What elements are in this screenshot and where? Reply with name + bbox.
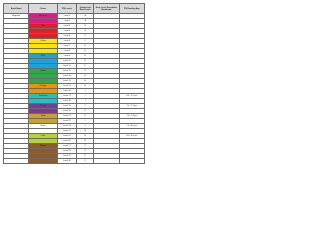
guided-level-cell: E bbox=[77, 59, 94, 64]
guided-level-cell: G bbox=[77, 69, 94, 74]
pm-level-cell: Level 13 bbox=[57, 74, 77, 79]
guided-level-cell: O bbox=[77, 149, 94, 154]
pm-level-cell: Level 16 bbox=[57, 89, 77, 94]
header-row bbox=[4, 4, 145, 14]
colour-cell: Gold bbox=[29, 114, 57, 119]
header-reading-age: PM Reading Age bbox=[119, 4, 144, 14]
guided-level-cell: B bbox=[77, 29, 94, 34]
header-colour: Colour bbox=[29, 4, 57, 14]
pm-level-cell: Level 23 bbox=[57, 124, 77, 129]
pm-level-cell: Level 18 bbox=[57, 99, 77, 104]
table-row bbox=[4, 159, 145, 164]
guided-level-cell: G bbox=[77, 74, 94, 79]
guided-level-cell: J bbox=[77, 104, 94, 109]
colour-cell: Magenta bbox=[29, 14, 57, 19]
pm-level-cell: Level 11 bbox=[57, 64, 77, 69]
pm-level-cell: Level 28 bbox=[57, 149, 77, 154]
colour-cell: White bbox=[29, 124, 57, 129]
book-band-table bbox=[3, 3, 145, 164]
guided-level-cell: B bbox=[77, 24, 94, 29]
pm-level-cell: Level 20 bbox=[57, 109, 77, 114]
guided-level-cell: L bbox=[77, 124, 94, 129]
pm-level-cell: Level 21 bbox=[57, 114, 77, 119]
guided-level-cell: P bbox=[77, 154, 94, 159]
pm-level-cell: Level 25 bbox=[57, 134, 77, 139]
pm-level-cell: Level 30 bbox=[57, 159, 77, 164]
header-book-band: Book Band bbox=[4, 4, 29, 14]
pm-level-cell: Level 14 bbox=[57, 79, 77, 84]
guided-level-cell: F bbox=[77, 64, 94, 69]
reading-age-cell: 8.0 - 8.6 yrs bbox=[119, 134, 144, 139]
guided-level-cell: H bbox=[77, 79, 94, 84]
guided-level-cell: E bbox=[77, 54, 94, 59]
guided-level-cell: N bbox=[77, 139, 94, 144]
pm-level-cell: Level 19 bbox=[57, 104, 77, 109]
colour-cell: Blue bbox=[29, 54, 57, 59]
pm-level-cell: Level 6 bbox=[57, 39, 77, 44]
guided-level-cell: I bbox=[77, 94, 94, 99]
reading-age-cell: 6.6 - 7.0 yrs bbox=[119, 94, 144, 99]
pm-level-cell: Level 22 bbox=[57, 119, 77, 124]
band-cell: Magenta bbox=[4, 14, 29, 19]
pm-level-cell: Level 24 bbox=[57, 129, 77, 134]
guided-level-cell: C bbox=[77, 39, 94, 44]
guided-level-cell: H bbox=[77, 84, 94, 89]
reading-age-cell: 7.0 - 7.3 yrs bbox=[119, 104, 144, 109]
pm-level-cell: Level 10 bbox=[57, 59, 77, 64]
colour-cell: Turquoise bbox=[29, 94, 57, 99]
colour-cell: Green bbox=[29, 69, 57, 74]
document-page bbox=[0, 0, 149, 198]
guided-level-cell: P bbox=[77, 159, 94, 164]
pm-level-cell: Level 5 bbox=[57, 34, 77, 39]
header-decodable: Early Level Decodable Bookband bbox=[94, 4, 119, 14]
header-pm-levels: PM Levels bbox=[57, 4, 77, 14]
pm-level-cell: Level 8 bbox=[57, 49, 77, 54]
colour-cell: Orange bbox=[29, 84, 57, 89]
guided-level-cell: A bbox=[77, 19, 94, 24]
pm-level-cell: Level 27 bbox=[57, 144, 77, 149]
pm-level-cell: Level 4 bbox=[57, 29, 77, 34]
guided-level-cell: M bbox=[77, 129, 94, 134]
colour-cell: Brown bbox=[29, 144, 57, 149]
reading-age-cell: 7.6 - 8.0 yrs bbox=[119, 124, 144, 129]
guided-level-cell: N bbox=[77, 134, 94, 139]
colour-cell: Yellow bbox=[29, 39, 57, 44]
reading-age-cell: 7.3 - 7.6 yrs bbox=[119, 114, 144, 119]
guided-level-cell: A bbox=[77, 14, 94, 19]
guided-level-cell: K bbox=[77, 114, 94, 119]
pm-level-cell: Level 26 bbox=[57, 139, 77, 144]
band-cell bbox=[4, 159, 29, 164]
pm-level-cell: Level 1 bbox=[57, 14, 77, 19]
colour-cell bbox=[29, 159, 57, 164]
reading-age-cell bbox=[119, 159, 144, 164]
pm-level-cell: Level 12 bbox=[57, 69, 77, 74]
pm-level-cell: Level 9 bbox=[57, 54, 77, 59]
pm-level-cell: Level 7 bbox=[57, 44, 77, 49]
pm-level-cell: Level 15 bbox=[57, 84, 77, 89]
guided-level-cell: O bbox=[77, 144, 94, 149]
pm-level-cell: Level 3 bbox=[57, 24, 77, 29]
pm-level-cell: Level 2 bbox=[57, 19, 77, 24]
guided-level-cell: D bbox=[77, 44, 94, 49]
guided-level-cell: J bbox=[77, 99, 94, 104]
guided-level-cell: L bbox=[77, 119, 94, 124]
guided-level-cell: I bbox=[77, 89, 94, 94]
colour-cell: Red bbox=[29, 24, 57, 29]
table-body bbox=[4, 14, 145, 164]
header-guided-read: Guided and Read levels bbox=[77, 4, 94, 14]
pm-level-cell: Level 29 bbox=[57, 154, 77, 159]
colour-cell: Lime bbox=[29, 134, 57, 139]
colour-cell: Purple bbox=[29, 104, 57, 109]
pm-level-cell: Level 17 bbox=[57, 94, 77, 99]
decodable-cell bbox=[94, 159, 119, 164]
guided-level-cell: K bbox=[77, 109, 94, 114]
guided-level-cell: C bbox=[77, 34, 94, 39]
guided-level-cell: D bbox=[77, 49, 94, 54]
